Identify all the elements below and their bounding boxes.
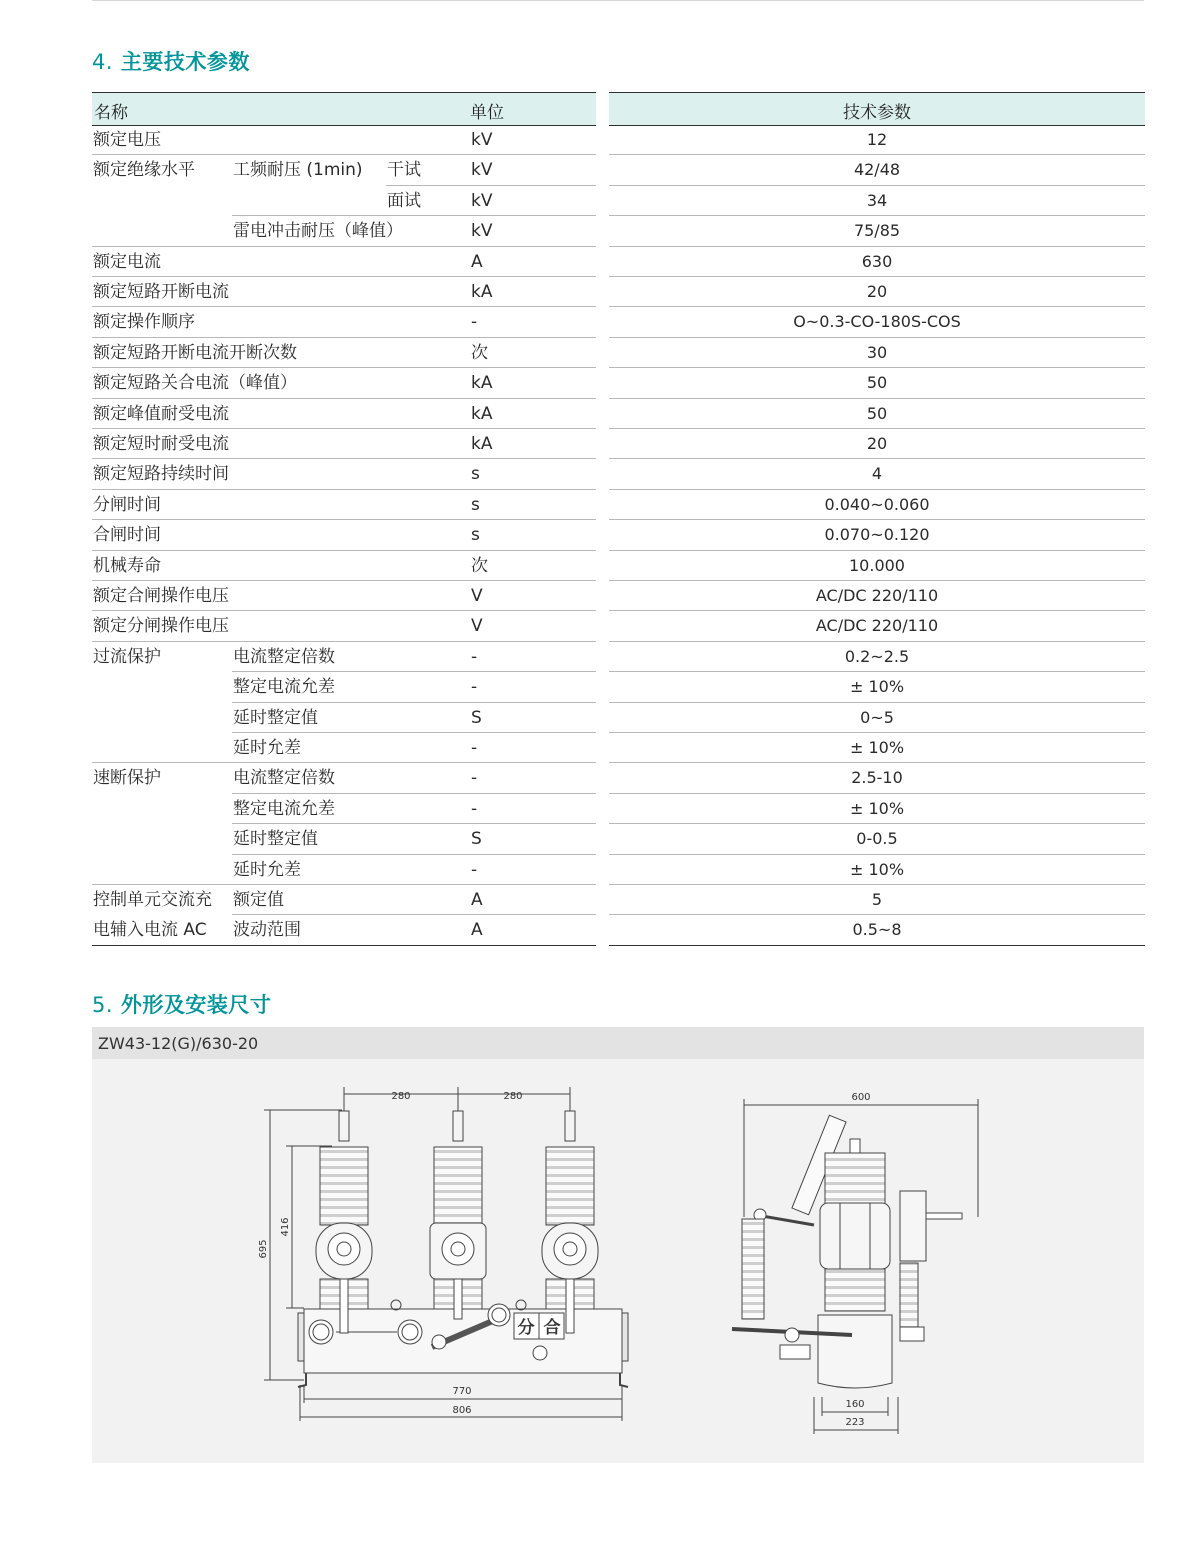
side-dim-mount: 160 xyxy=(845,1399,865,1410)
row-divider xyxy=(92,337,596,338)
section-title-dimensions xyxy=(92,989,271,1019)
cell-subname: 额定值 xyxy=(233,890,284,910)
row-divider xyxy=(609,671,1145,672)
cell-name: 额定短时耐受电流 xyxy=(93,434,229,454)
cell-name: 额定短路开断电流开断次数 xyxy=(93,342,297,363)
dim-width: 806 xyxy=(452,1405,472,1416)
cell-condition: 面试 xyxy=(387,190,421,211)
cell-value: 0.040~0.060 xyxy=(824,494,930,514)
row-divider xyxy=(609,367,1145,368)
header-unit: 单位 xyxy=(470,103,504,123)
row-divider xyxy=(609,823,1145,824)
cell-name: 额定短路开断电流 xyxy=(93,282,229,302)
row-divider xyxy=(92,519,596,520)
dim-height-insulator: 416 xyxy=(280,1217,291,1237)
cell-value: 0.070~0.120 xyxy=(824,525,930,545)
cell-unit: - xyxy=(471,312,478,333)
row-divider xyxy=(92,428,596,429)
cell-value: 10.000 xyxy=(849,555,905,575)
cell-value: AC/DC 220/110 xyxy=(815,586,939,605)
cell-name: 分闸时间 xyxy=(93,494,161,515)
cell-unit: kA xyxy=(471,373,493,394)
cell-name: 额定短路持续时间 xyxy=(93,464,229,485)
cell-name: 额定电流 xyxy=(93,251,161,272)
cell-subname: 延时整定值 xyxy=(233,829,318,850)
cell-unit: A xyxy=(471,890,483,910)
cell-name: 额定绝缘水平 xyxy=(93,160,195,181)
cell-name: 额定操作顺序 xyxy=(93,312,195,333)
header-params: 技术参数 xyxy=(843,103,911,123)
cell-name: 控制单元交流充 xyxy=(93,890,212,910)
cell-name: 额定合闸操作电压 xyxy=(93,586,229,606)
row-divider xyxy=(609,215,1145,216)
side-dim-width: 600 xyxy=(851,1092,871,1103)
cell-unit: kA xyxy=(471,282,493,302)
row-divider xyxy=(609,398,1145,399)
label-open: 分 xyxy=(517,1318,535,1338)
cell-unit: - xyxy=(471,646,478,667)
cell-unit: - xyxy=(471,677,478,698)
section-number: 4. xyxy=(92,50,114,74)
cell-unit: S xyxy=(471,707,482,728)
cell-unit: - xyxy=(471,859,478,880)
pole-middle xyxy=(430,1111,486,1319)
row-divider xyxy=(92,246,596,247)
dim-spacing-1: 280 xyxy=(391,1091,411,1102)
cell-name: 额定短路关合电流（峰值） xyxy=(93,373,297,394)
header-name: 名称 xyxy=(94,103,128,123)
cell-name: 额定峰值耐受电流 xyxy=(93,403,229,424)
row-divider xyxy=(232,914,596,915)
cell-value: 2.5-10 xyxy=(851,768,903,788)
cell-value: 42/48 xyxy=(853,160,901,180)
row-divider xyxy=(232,671,596,672)
table-header xyxy=(92,92,596,126)
cell-unit: kA xyxy=(471,403,493,424)
cell-unit: kV xyxy=(471,221,493,242)
row-divider xyxy=(609,458,1145,459)
cell-value: 50 xyxy=(866,403,888,423)
row-divider xyxy=(232,793,596,794)
cell-unit: kV xyxy=(471,190,493,211)
row-divider xyxy=(232,702,596,703)
cell-value: 30 xyxy=(866,342,888,362)
row-divider xyxy=(609,306,1145,307)
side-view xyxy=(732,1099,978,1434)
cell-unit: - xyxy=(471,768,478,789)
row-divider xyxy=(92,580,596,581)
cell-value: 4 xyxy=(871,464,883,484)
cell-name: 电辅入电流 AC xyxy=(93,920,207,941)
row-divider xyxy=(92,550,596,551)
cell-unit: V xyxy=(471,616,483,637)
row-divider xyxy=(92,458,596,459)
dim-spacing-2: 280 xyxy=(503,1091,523,1102)
row-divider xyxy=(609,854,1145,855)
row-divider xyxy=(609,276,1145,277)
section-number: 5. xyxy=(92,993,114,1017)
cell-condition: 干试 xyxy=(387,160,421,181)
cell-unit: - xyxy=(471,798,478,819)
row-divider xyxy=(92,489,596,490)
row-divider xyxy=(609,914,1145,915)
row-divider xyxy=(609,793,1145,794)
dim-mount: 770 xyxy=(452,1386,472,1397)
cell-unit: s xyxy=(471,464,480,485)
row-divider xyxy=(92,154,596,155)
dim-height-total: 695 xyxy=(258,1239,269,1259)
label-close: 合 xyxy=(543,1318,561,1338)
row-divider xyxy=(609,580,1145,581)
row-divider xyxy=(92,884,596,885)
cell-subname: 延时允差 xyxy=(233,859,301,880)
cell-value: 5 xyxy=(871,890,883,909)
row-divider xyxy=(609,641,1145,642)
cell-name: 速断保护 xyxy=(93,768,161,789)
cell-value: 0.5~8 xyxy=(852,920,902,940)
cell-value: 75/85 xyxy=(853,221,901,241)
row-divider xyxy=(609,154,1145,155)
cell-name: 额定分闸操作电压 xyxy=(93,616,229,637)
row-divider xyxy=(232,823,596,824)
row-divider xyxy=(92,306,596,307)
cell-subname: 整定电流允差 xyxy=(233,677,335,698)
cell-value: ± 10% xyxy=(849,738,905,757)
row-divider xyxy=(232,732,596,733)
row-divider xyxy=(609,945,1145,946)
side-dim-base: 223 xyxy=(845,1417,865,1428)
row-divider xyxy=(609,428,1145,429)
cell-value: 20 xyxy=(866,434,888,453)
top-rule xyxy=(92,0,1144,1)
row-divider xyxy=(92,276,596,277)
row-divider xyxy=(386,185,596,186)
cell-subname: 电流整定倍数 xyxy=(233,646,335,667)
row-divider xyxy=(609,246,1145,247)
cell-name: 机械寿命 xyxy=(93,555,161,576)
cell-unit: kV xyxy=(471,130,493,150)
cell-value: 0-0.5 xyxy=(856,829,898,849)
cell-value: 0.2~2.5 xyxy=(844,646,910,666)
row-divider xyxy=(609,185,1145,186)
cell-subname: 整定电流允差 xyxy=(233,798,335,819)
cell-name: 合闸时间 xyxy=(93,525,161,546)
cell-value: 12 xyxy=(866,130,888,149)
cell-subname: 延时整定值 xyxy=(233,707,318,728)
cell-unit: kA xyxy=(471,434,493,454)
row-divider xyxy=(232,215,596,216)
cell-subname: 电流整定倍数 xyxy=(233,768,335,789)
pole-left xyxy=(316,1111,372,1333)
row-divider xyxy=(92,398,596,399)
row-divider xyxy=(609,884,1145,885)
cell-subname: 雷电冲击耐压（峰值） xyxy=(233,221,403,242)
dimension-drawing-panel xyxy=(92,1027,1144,1463)
cell-value: 34 xyxy=(866,190,888,210)
cell-unit: 次 xyxy=(471,555,488,576)
cell-value: 20 xyxy=(866,282,888,301)
row-divider xyxy=(609,762,1145,763)
row-divider xyxy=(92,610,596,611)
cell-subname: 工频耐压 (1min) xyxy=(233,160,363,181)
model-label: ZW43-12(G)/630-20 xyxy=(98,1034,259,1053)
cell-unit: - xyxy=(471,738,478,758)
cell-value: 50 xyxy=(866,373,888,393)
section-title-text: 主要技术参数 xyxy=(120,50,250,74)
section-title-specs xyxy=(92,46,250,76)
cell-subname: 波动范围 xyxy=(233,920,301,941)
cell-name: 额定电压 xyxy=(93,130,161,150)
cell-unit: s xyxy=(471,525,480,546)
cell-value: 630 xyxy=(861,251,893,271)
row-divider xyxy=(609,550,1145,551)
row-divider xyxy=(609,702,1145,703)
row-divider xyxy=(92,367,596,368)
cell-subname: 延时允差 xyxy=(233,738,301,758)
row-divider xyxy=(609,732,1145,733)
table-header xyxy=(609,92,1145,126)
cell-value: 0~5 xyxy=(860,707,894,727)
front-view xyxy=(264,1087,628,1421)
cell-value: ± 10% xyxy=(849,677,905,697)
cell-unit: A xyxy=(471,251,483,272)
cell-unit: s xyxy=(471,494,480,515)
cell-value: ± 10% xyxy=(849,798,905,818)
cell-value: AC/DC 220/110 xyxy=(815,616,939,636)
row-divider xyxy=(609,519,1145,520)
cell-unit: A xyxy=(471,920,483,941)
spec-table-right xyxy=(609,92,1145,946)
pole-right xyxy=(542,1111,598,1333)
cell-value: ± 10% xyxy=(849,859,905,879)
row-divider xyxy=(609,489,1145,490)
section-title-text: 外形及安装尺寸 xyxy=(120,993,272,1017)
cell-unit: V xyxy=(471,586,483,606)
cell-value: O~0.3-CO-180S-COS xyxy=(793,312,961,332)
row-divider xyxy=(92,641,596,642)
spec-table-left xyxy=(92,92,596,946)
row-divider xyxy=(609,337,1145,338)
row-divider xyxy=(609,610,1145,611)
row-divider xyxy=(92,945,596,946)
technical-drawing xyxy=(92,1027,1144,1463)
row-divider xyxy=(232,854,596,855)
row-divider xyxy=(92,762,596,763)
cell-unit: 次 xyxy=(471,342,488,363)
cell-name: 过流保护 xyxy=(93,646,161,667)
cell-unit: kV xyxy=(471,160,493,181)
cell-unit: S xyxy=(471,829,482,850)
